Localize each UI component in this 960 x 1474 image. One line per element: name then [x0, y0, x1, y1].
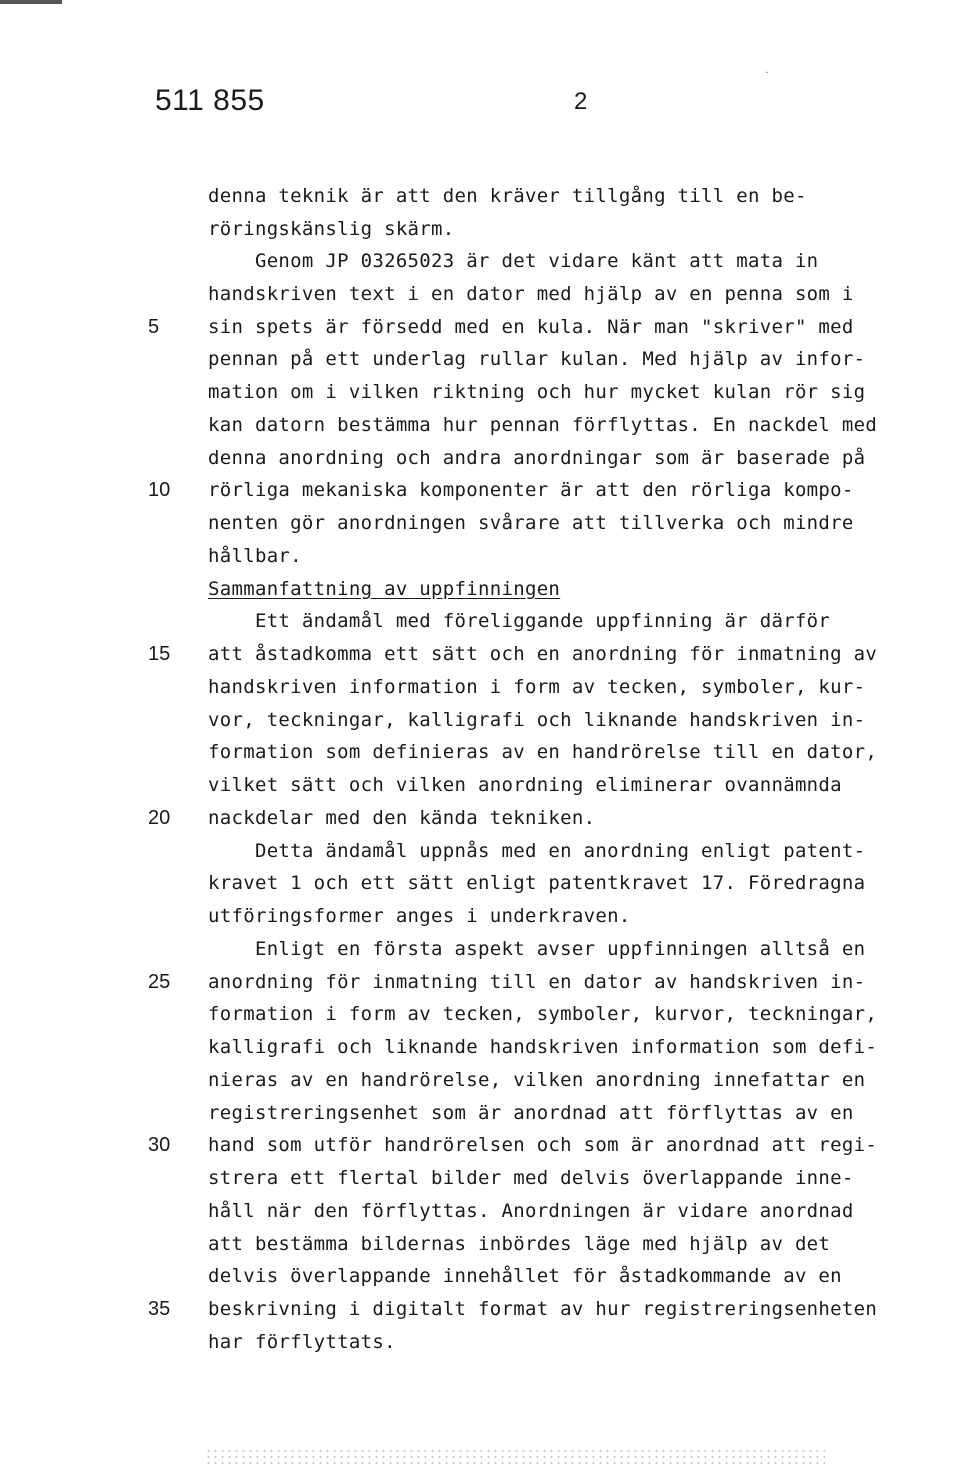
text-line: mation om i vilken riktning och hur mycket kulan rör sig [208, 381, 866, 403]
text-line: rörliga mekaniska komponenter är att den rörliga kompo- [208, 479, 854, 501]
text-line: att åstadkomma ett sätt och en anordning för inmatning av [208, 643, 878, 665]
text-line: hållbar. [208, 545, 302, 567]
text-line: handskriven information i form av tecken, symboler, kur- [208, 676, 866, 698]
text-line: nenten gör anordningen svårare att tillverka och mindre [208, 512, 854, 534]
line-number: 35 [148, 1298, 171, 1320]
text-line: vilket sätt och vilken anordning eliminerar ovannämnda [208, 774, 842, 796]
text-line: nackdelar med den kända tekniken. [208, 807, 596, 829]
scan-speck: ˙ [764, 70, 770, 84]
text-line: håll när den förflyttas. Anordningen är vidare anordnad [208, 1200, 854, 1222]
line-number: 5 [148, 316, 160, 338]
text-line: handskriven text i en dator med hjälp av en penna som i [208, 283, 854, 305]
text-line: pennan på ett underlag rullar kulan. Med hjälp av infor- [208, 348, 866, 370]
section-heading: Sammanfattning av uppfinningen [208, 578, 561, 600]
text-line: denna anordning och andra anordningar som är baserade på [208, 447, 866, 469]
text-line: utföringsformer anges i underkraven. [208, 905, 631, 927]
text-line: denna teknik är att den kräver tillgång till en be- [208, 185, 807, 207]
text-line: kan datorn bestämma hur pennan förflyttas. En nackdel med [208, 414, 878, 436]
text-line: Genom JP 03265023 är det vidare känt att mata in [208, 250, 819, 272]
scan-noise [205, 1448, 825, 1466]
text-line: Detta ändamål uppnås med en anordning enligt patent- [208, 840, 866, 862]
text-line: anordning för inmatning till en dator av handskriven in- [208, 971, 866, 993]
text-line: strera ett flertal bilder med delvis överlappande inne- [208, 1167, 854, 1189]
text-line: kravet 1 och ett sätt enligt patentkravet 17. Föredragna [208, 872, 866, 894]
text-line: har förflyttats. [208, 1331, 396, 1353]
line-number: 30 [148, 1134, 171, 1156]
text-line: Enligt en första aspekt avser uppfinningen alltså en [208, 938, 866, 960]
page-number: 2 [574, 88, 588, 115]
line-number: 20 [148, 807, 171, 829]
patent-number: 511 855 [155, 84, 265, 117]
text-line: nieras av en handrörelse, vilken anordning innefattar en [208, 1069, 866, 1091]
text-line: kalligrafi och liknande handskriven information som defi- [208, 1036, 878, 1058]
line-number: 15 [148, 643, 171, 665]
scan-corner-mark [0, 0, 62, 4]
text-line: formation i form av tecken, symboler, kurvor, teckningar, [208, 1003, 878, 1025]
text-line: delvis överlappande innehållet för åstadkommande av en [208, 1265, 842, 1287]
text-line: hand som utför handrörelsen och som är anordnad att regi- [208, 1134, 878, 1156]
line-number: 25 [148, 971, 171, 993]
text-line: registreringsenhet som är anordnad att förflyttas av en [208, 1102, 854, 1124]
text-line: röringskänslig skärm. [208, 218, 455, 240]
text-line: beskrivning i digitalt format av hur registreringsenheten [208, 1298, 878, 1320]
text-line: sin spets är försedd med en kula. När man "skriver" med [208, 316, 854, 338]
text-line: att bestämma bildernas inbördes läge med hjälp av det [208, 1233, 831, 1255]
text-line: formation som definieras av en handrörelse till en dator, [208, 741, 878, 763]
text-line: vor, teckningar, kalligrafi och liknande handskriven in- [208, 709, 866, 731]
line-number: 10 [148, 479, 171, 501]
text-line: Ett ändamål med föreliggande uppfinning är därför [208, 610, 831, 632]
